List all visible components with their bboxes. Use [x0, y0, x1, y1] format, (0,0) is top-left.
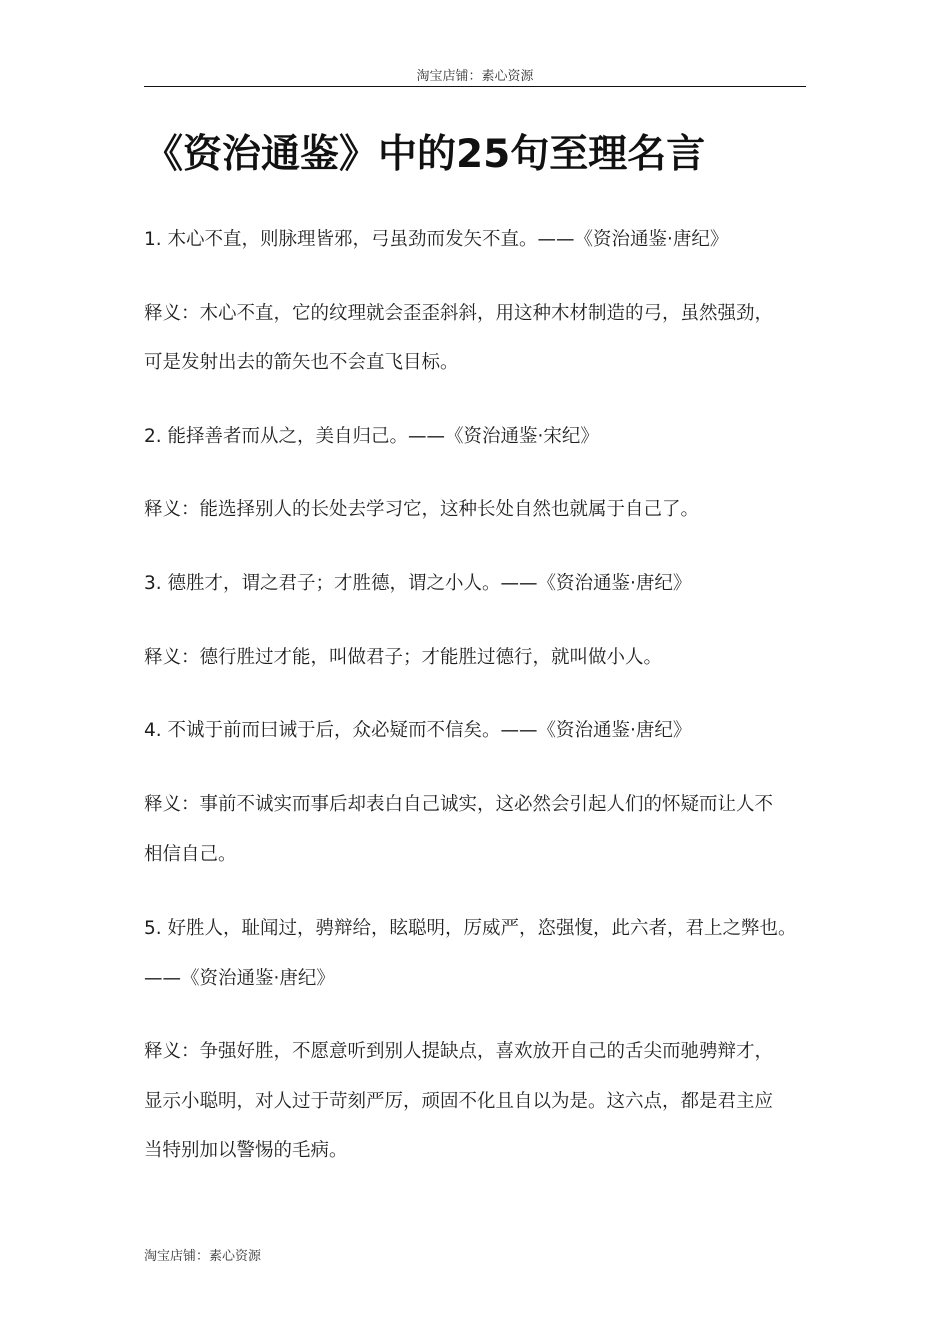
meaning-2-line-1: 释义：能选择别人的长处去学习它，这种长处自然也就属于自己了。 — [144, 499, 700, 520]
quote-5-line-1: 5. 好胜人，耻闻过，骋辩给，眩聪明，厉威严，恣强愎，此六者，君上之弊也。 — [144, 918, 797, 939]
header-divider — [144, 86, 806, 87]
document-title: 《资治通鉴》中的25句至理名言 — [144, 132, 706, 177]
meaning-4-line-1: 释义：事前不诚实而事后却表白自己诚实，这必然会引起人们的怀疑而让人不 — [144, 794, 774, 815]
meaning-1-line-1: 释义：木心不直，它的纹理就会歪歪斜斜，用这种木材制造的弓，虽然强劲， — [144, 303, 774, 324]
meaning-3-line-1: 释义：德行胜过才能，叫做君子；才能胜过德行，就叫做小人。 — [144, 647, 663, 668]
meaning-4-line-2: 相信自己。 — [144, 844, 237, 865]
meaning-5-line-1: 释义：争强好胜，不愿意听到别人提缺点，喜欢放开自己的舌尖而驰骋辩才， — [144, 1041, 774, 1062]
quote-2: 2. 能择善者而从之，美自归己。——《资治通鉴·宋纪》 — [144, 426, 599, 447]
meaning-5-line-2: 显示小聪明，对人过于苛刻严厉，顽固不化且自以为是。这六点，都是君主应 — [144, 1091, 774, 1112]
page-footer: 淘宝店铺：素心资源 — [144, 1249, 262, 1264]
page-header: 淘宝店铺：素心资源 — [416, 69, 534, 84]
quote-5-line-2: ——《资治通鉴·唐纪》 — [144, 968, 335, 989]
quote-4: 4. 不诚于前而曰诫于后，众必疑而不信矣。——《资治通鉴·唐纪》 — [144, 720, 692, 741]
meaning-1-line-2: 可是发射出去的箭矢也不会直飞目标。 — [144, 352, 459, 373]
quote-3: 3. 德胜才，谓之君子；才胜德，谓之小人。——《资治通鉴·唐纪》 — [144, 573, 692, 594]
quote-1: 1. 木心不直，则脉理皆邪，弓虽劲而发矢不直。——《资治通鉴·唐纪》 — [144, 229, 729, 250]
meaning-5-line-3: 当特别加以警惕的毛病。 — [144, 1140, 348, 1161]
